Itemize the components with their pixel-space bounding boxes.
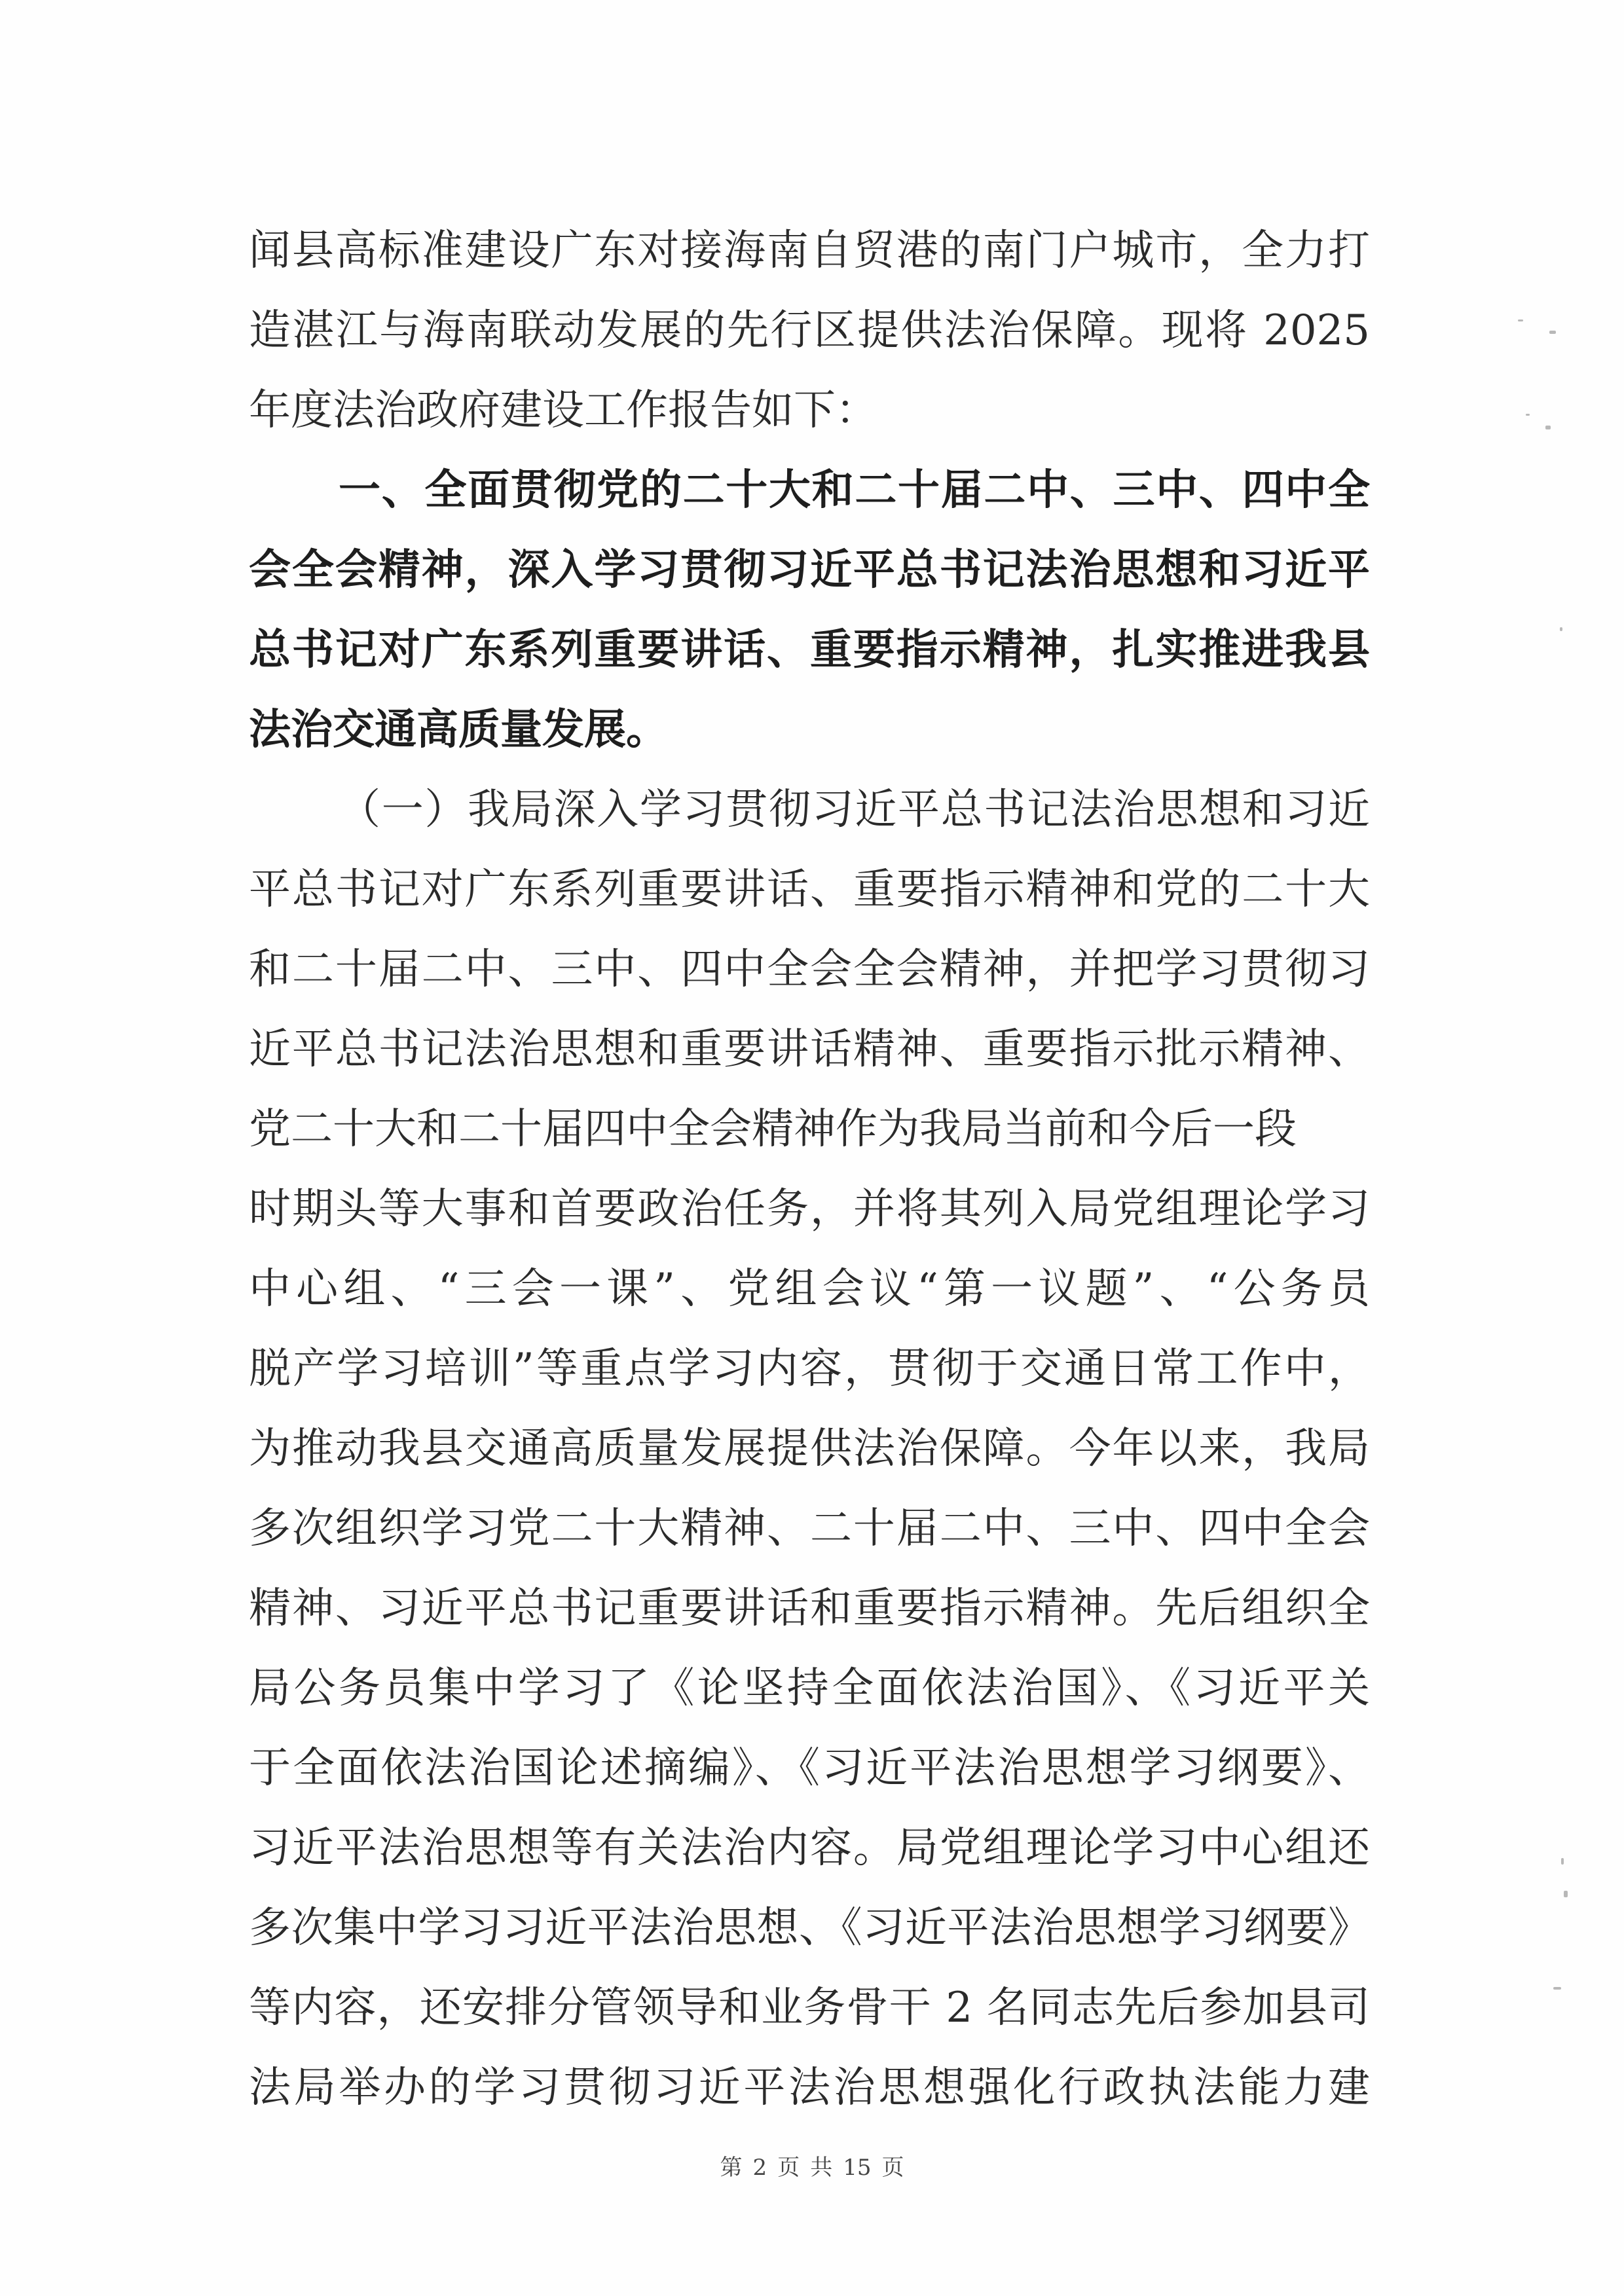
- heading-line: 会全会精神，深入学习贯彻习近平总书记法治思想和习近平: [249, 546, 1370, 594]
- text-line: 于全面依法治国论述摘编》、《习近平法治思想学习纲要》、: [249, 1744, 1370, 1793]
- section-heading: [249, 450, 1370, 770]
- text-line: 造湛江与海南联动发展的先行区提供法治保障。现将 2025: [249, 306, 1370, 355]
- text-line: 年度法治政府建设工作报告如下：: [249, 386, 877, 435]
- text-line: 近平总书记法治思想和重要讲话精神、重要指示批示精神、: [249, 1025, 1370, 1074]
- continuation-paragraph: [249, 211, 1370, 450]
- document-body: [249, 211, 1370, 2128]
- scan-speck: [1564, 1891, 1568, 1897]
- heading-line: 法治交通高质量发展。: [249, 706, 668, 754]
- heading-line: 一、全面贯彻党的二十大和二十届二中、三中、四中全: [339, 466, 1370, 515]
- text-line: 脱产学习培训”等重点学习内容，贯彻于交通日常工作中，: [249, 1345, 1370, 1393]
- text-line: 中心组、“三会一课”、党组会议“第一议题”、“公务员: [249, 1265, 1370, 1313]
- heading-line: 总书记对广东系列重要讲话、重要指示精神，扎实推进我县: [249, 626, 1370, 674]
- scan-speck: [1561, 1858, 1564, 1865]
- text-line: 习近平法治思想等有关法治内容。局党组理论学习中心组还: [249, 1824, 1370, 1872]
- scan-speck: [1545, 426, 1551, 429]
- page-number-footer: [0, 2149, 1624, 2181]
- scan-speck: [1526, 414, 1530, 416]
- text-line: 闻县高标准建设广东对接海南自贸港的南门户城市，全力打: [249, 227, 1370, 275]
- text-line: 多次集中学习习近平法治思想、《习近平法治思想学习纲要》: [249, 1904, 1370, 1952]
- footer-total-prefix: 共: [810, 2155, 833, 2181]
- text-line: 多次组织学习党二十大精神、二十届二中、三中、四中全会: [249, 1504, 1370, 1553]
- scan-speck: [1518, 319, 1523, 321]
- text-line: 党二十大和二十届四中全会精神作为我局当前和今后一段: [249, 1105, 1297, 1154]
- text-line: 时期头等大事和首要政治任务，并将其列入局党组理论学习: [249, 1185, 1370, 1233]
- text-line: 平总书记对广东系列重要讲话、重要指示精神和党的二十大: [249, 866, 1370, 914]
- text-line: 精神、习近平总书记重要讲话和重要指示精神。先后组织全: [249, 1584, 1370, 1633]
- subsection-paragraph: [249, 770, 1370, 2128]
- footer-prefix: 第: [720, 2155, 743, 2181]
- scan-speck: [1560, 627, 1562, 631]
- current-page-number: 2: [752, 2155, 767, 2181]
- scan-speck: [1553, 1987, 1561, 1990]
- footer-page-unit: 页: [777, 2155, 800, 2181]
- text-line: 等内容，还安排分管领导和业务骨干 2 名同志先后参加县司: [249, 1984, 1370, 2032]
- text-line: 和二十届二中、三中、四中全会全会精神，并把学习贯彻习: [249, 945, 1370, 994]
- text-line: 法局举办的学习贯彻习近平法治思想强化行政执法能力建: [249, 2064, 1370, 2112]
- text-line: （一）我局深入学习贯彻习近平总书记法治思想和习近: [339, 786, 1370, 834]
- scan-speck: [1549, 331, 1556, 334]
- footer-total-unit: 页: [881, 2155, 904, 2181]
- text-line: 为推动我县交通高质量发展提供法治保障。今年以来，我局: [249, 1425, 1370, 1473]
- text-line: 局公务员集中学习了《论坚持全面依法治国》、《习近平关: [249, 1664, 1370, 1713]
- total-page-count: 15: [843, 2155, 872, 2181]
